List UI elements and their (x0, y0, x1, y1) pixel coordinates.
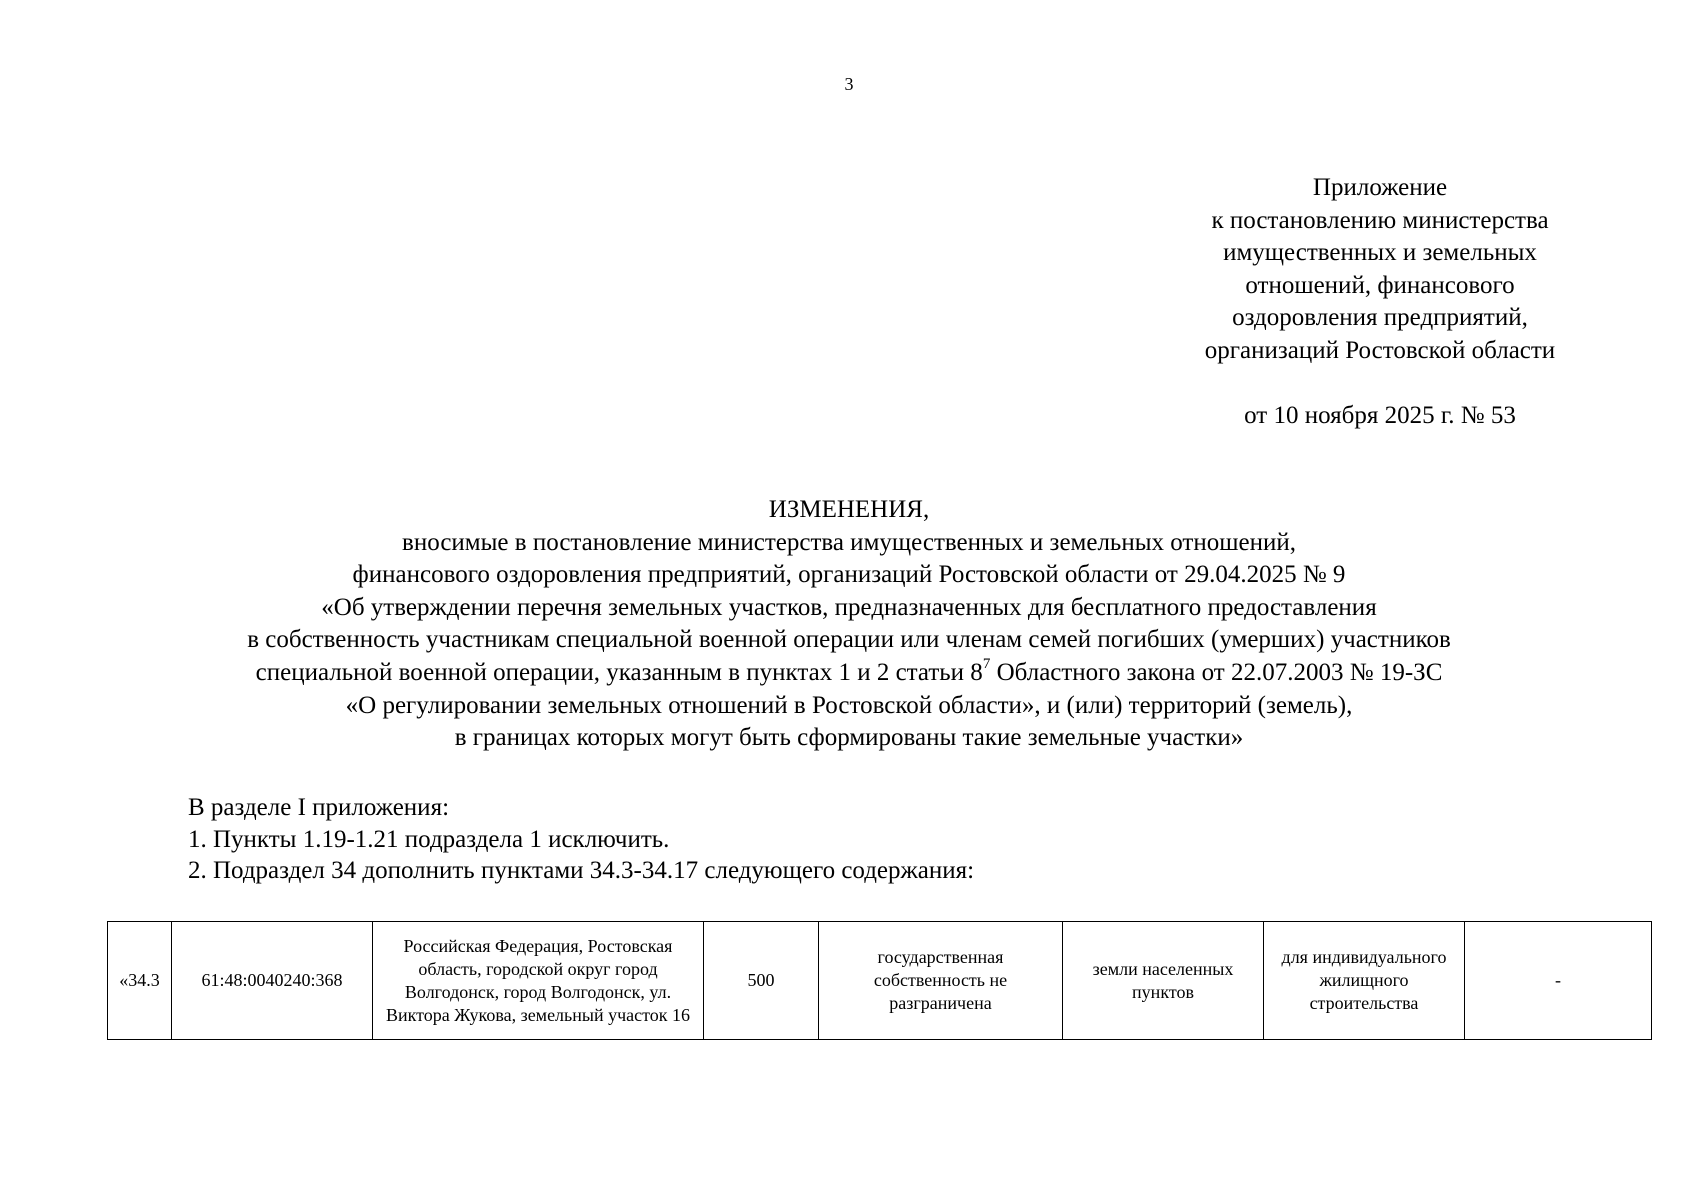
cadastral-number-cell: 61:48:0040240:368 (172, 922, 373, 1040)
land-plots-table (107, 921, 1652, 1040)
heading-line: финансового оздоровления предприятий, организаций Ростовской области от 29.04.2025 № 9 (352, 561, 1346, 589)
land-category-cell: земли населенных пунктов (1063, 922, 1264, 1040)
appendix-line: отношений, финансового (1245, 271, 1515, 299)
appendix-line: оздоровления предприятий, (1232, 304, 1528, 331)
instruction-line: 1. Пункты 1.19-1.21 подраздела 1 исключить. (188, 825, 670, 853)
heading-line: вносимые в постановление министерства имущественных и земельных отношений, (402, 528, 1296, 556)
appendix-date: от 10 ноября 2025 г. № 53 (1244, 402, 1516, 429)
superscript: 7 (982, 655, 991, 672)
page-number: 3 (844, 74, 854, 94)
appendix-line: к постановлению министерства (1211, 206, 1549, 234)
appendix-line: организаций Ростовской области (1204, 336, 1556, 364)
heading-line: в собственность участникам специальной военной операции или членам семей погибших (умерших) участников (247, 626, 1451, 654)
heading-line-with-superscript (0, 657, 1698, 690)
heading-line: «Об утверждении перечня земельных участков, предназначенных для бесплатного предоставления (321, 593, 1377, 621)
table-row (108, 922, 1652, 1040)
permitted-use-cell: для индивидуального жилищного строительства (1264, 922, 1465, 1040)
instruction-line: 2. Подраздел 34 дополнить пунктами 34.3-34.17 следующего содержания: (188, 857, 975, 884)
instruction-line: В разделе I приложения: (188, 794, 450, 821)
row-number-cell: «34.3 (108, 922, 172, 1040)
area-cell: 500 (704, 922, 819, 1040)
heading-line-part: Областного закона от 22.07.2003 № 19-ЗС (990, 658, 1443, 686)
instructions (188, 792, 1588, 887)
appendix-line: имущественных и земельных (1223, 239, 1537, 266)
heading-line-part: специальной военной операции, указанным в пунктах 1 и 2 статьи 8 (255, 658, 983, 686)
heading-line: «О регулировании земельных отношений в Ростовской области», и (или) территорий (земель), (345, 691, 1353, 719)
heading-line: в границах которых могут быть сформированы такие земельные участки» (454, 724, 1244, 752)
address-cell: Российская Федерация, Ростовская область, городской округ город Волгодонск, город Волгодонск, ул. Виктора Жукова, земельный участок 16 (373, 922, 704, 1040)
appendix-block (1170, 172, 1590, 367)
ownership-cell: государственная собственность не разграничена (819, 922, 1063, 1040)
appendix-line: Приложение (1312, 174, 1448, 201)
note-cell: - (1465, 922, 1652, 1040)
heading-title: ИЗМЕНЕНИЯ, (768, 496, 930, 523)
document-heading (0, 494, 1698, 755)
